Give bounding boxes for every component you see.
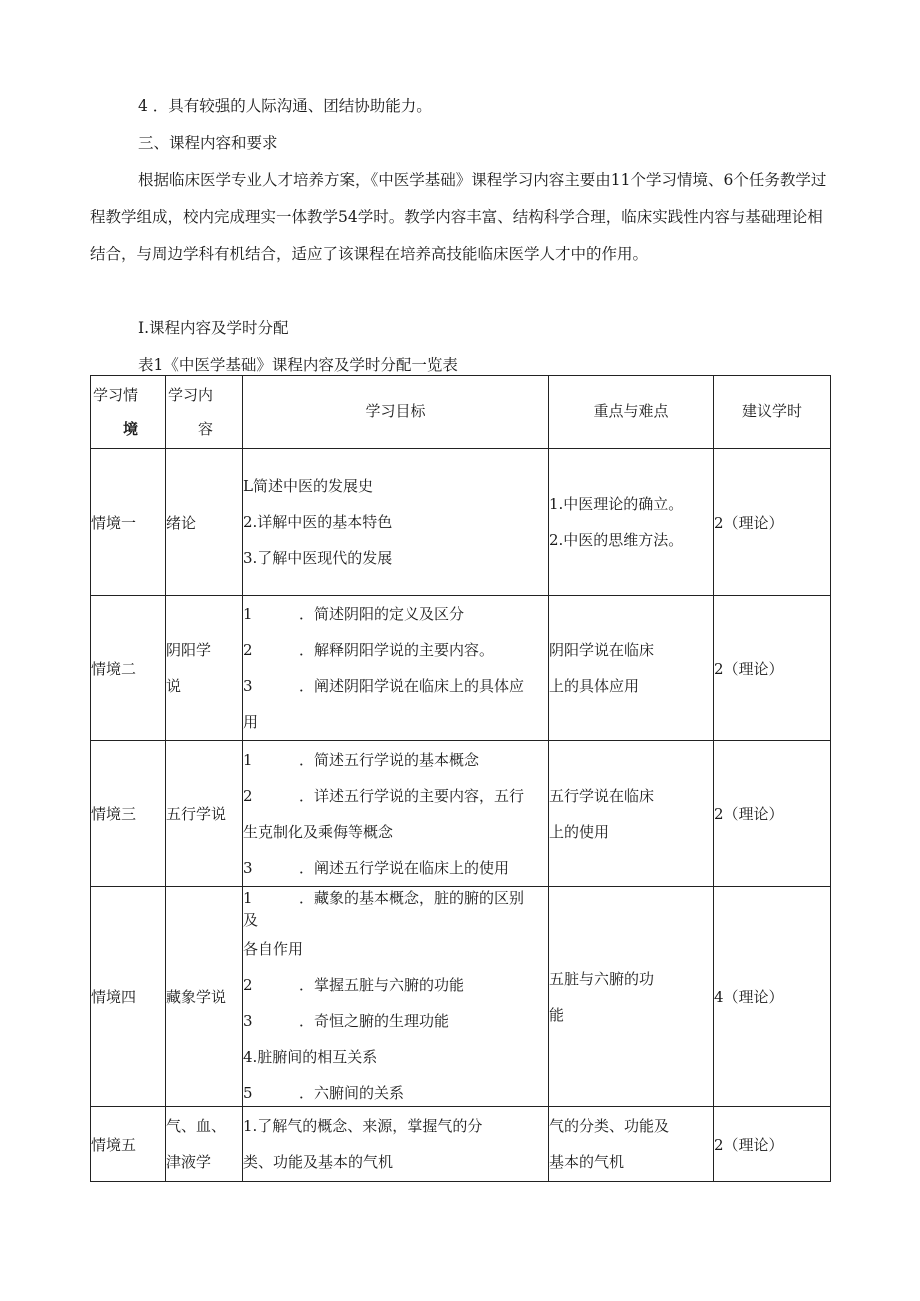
header-objectives: 学习目标 bbox=[243, 376, 549, 449]
objective-number: 1 bbox=[243, 750, 253, 769]
objective-line: 1.了解气的概念、来源，掌握气的分 bbox=[243, 1117, 483, 1135]
content-cell: 绪论 bbox=[166, 449, 243, 596]
header-content-line2: 容 bbox=[198, 420, 214, 438]
objective-line bbox=[243, 742, 548, 778]
key-points-cell bbox=[549, 741, 714, 887]
objective-text: ．掌握五脏与六腑的功能 bbox=[299, 976, 465, 994]
situation-cell: 情境一 bbox=[91, 449, 166, 596]
content-line: 津液学 bbox=[166, 1153, 212, 1171]
objective-line bbox=[243, 632, 548, 668]
objective-line bbox=[243, 850, 548, 886]
table-row bbox=[91, 741, 831, 887]
header-content-line1: 学习内 bbox=[168, 386, 214, 404]
objective-line: 4.脏腑间的相互关系 bbox=[243, 1048, 378, 1066]
key-points-cell bbox=[549, 449, 714, 596]
objectives-cell bbox=[243, 596, 549, 741]
situation-cell: 情境五 bbox=[91, 1107, 166, 1182]
key-points-cell bbox=[549, 596, 714, 741]
objective-number: 2 bbox=[243, 786, 253, 805]
objective-text: ．六腑间的关系 bbox=[299, 1084, 405, 1102]
objectives-cell bbox=[243, 887, 549, 1107]
objective-line: 类、功能及基本的气机 bbox=[243, 1153, 394, 1171]
section-title: 三、课程内容和要求 bbox=[138, 134, 278, 152]
objective-line: 各自作用 bbox=[243, 940, 304, 958]
hours-cell: 4（理论） bbox=[714, 887, 831, 1107]
situation-cell: 情境二 bbox=[91, 596, 166, 741]
objective-line: 3.了解中医现代的发展 bbox=[243, 549, 393, 567]
key-point-line: 上的具体应用 bbox=[549, 677, 640, 695]
objectives-cell bbox=[243, 1107, 549, 1182]
key-points-cell bbox=[549, 1107, 714, 1182]
table-row bbox=[91, 1107, 831, 1182]
body-paragraph: 根据临床医学专业人才培养方案，《中医学基础》课程学习内容主要由11个学习情境、6个任务教学过程教学组成，校内完成理实一体教学54学时。教学内容丰富、结构科学合理，临床实践性内容与基础理论相结合，与周边学科有机结合，适应了该课程在培养高技能临床医学人才中的作用。 bbox=[90, 171, 827, 263]
hours-cell: 2（理论） bbox=[714, 596, 831, 741]
objective-number: 3 bbox=[243, 677, 253, 695]
key-point-line: 阴阳学说在临床 bbox=[549, 641, 655, 659]
key-point-line: 2.中医的思维方法。 bbox=[549, 531, 684, 549]
objective-number: 2 bbox=[243, 976, 253, 994]
objective-line: 用 bbox=[243, 713, 259, 731]
key-point-line: 基本的气机 bbox=[549, 1153, 625, 1171]
list-item-4: 4 ．具有较强的人际沟通、团结协助能力。 bbox=[138, 97, 432, 115]
header-content bbox=[166, 376, 243, 449]
subsection-title: I.课程内容及学时分配 bbox=[138, 319, 289, 337]
objective-text: ．藏象的基本概念，脏的腑的区别 bbox=[299, 889, 525, 907]
content-cell bbox=[166, 596, 243, 741]
objective-text: ．简述阴阳的定义及区分 bbox=[299, 605, 465, 623]
hours-cell: 2（理论） bbox=[714, 1107, 831, 1182]
key-point-line: 五脏与六腑的功 bbox=[549, 969, 655, 988]
content-cell: 五行学说 bbox=[166, 741, 243, 887]
objective-line bbox=[243, 1003, 548, 1039]
hours-cell: 2（理论） bbox=[714, 741, 831, 887]
situation-cell: 情境三 bbox=[91, 741, 166, 887]
objectives-cell bbox=[243, 741, 549, 887]
objective-line bbox=[243, 596, 548, 632]
header-situation-line2: 境 bbox=[123, 420, 139, 438]
header-situation-line1: 学习情 bbox=[93, 386, 139, 404]
objective-number: 5 bbox=[243, 1084, 253, 1102]
objective-text: ．阐述五行学说在临床上的使用 bbox=[299, 858, 510, 877]
objective-text: ．解释阴阳学说的主要内容。 bbox=[299, 641, 495, 659]
objective-number: 3 bbox=[243, 1012, 253, 1030]
content-line: 说 bbox=[166, 677, 182, 695]
objective-line: L简述中医的发展史 bbox=[243, 477, 373, 495]
course-content-table bbox=[90, 375, 831, 1182]
key-point-line: 上的使用 bbox=[549, 822, 610, 841]
key-point-line: 1.中医理论的确立。 bbox=[549, 495, 684, 513]
objective-number: 3 bbox=[243, 858, 253, 877]
objective-text: ．奇恒之腑的生理功能 bbox=[299, 1012, 450, 1030]
objective-line-cut bbox=[243, 1075, 548, 1105]
table-row bbox=[91, 596, 831, 741]
key-point-line: 五行学说在临床 bbox=[549, 786, 655, 805]
content-line: 气、血、 bbox=[166, 1117, 227, 1135]
objective-text: ．详述五行学说的主要内容，五行 bbox=[299, 786, 525, 805]
content-cell: 藏象学说 bbox=[166, 887, 243, 1107]
objective-line bbox=[243, 668, 548, 704]
objective-line: 及 bbox=[243, 911, 259, 929]
table-row bbox=[91, 887, 831, 1107]
content-cell bbox=[166, 1107, 243, 1182]
situation-cell: 情境四 bbox=[91, 887, 166, 1107]
objectives-cell bbox=[243, 449, 549, 596]
key-point-line: 气的分类、功能及 bbox=[549, 1117, 670, 1135]
table-row bbox=[91, 449, 831, 596]
header-hours: 建议学时 bbox=[714, 376, 831, 449]
header-situation bbox=[91, 376, 166, 449]
objective-number: 1 bbox=[243, 605, 253, 623]
hours-cell: 2（理论） bbox=[714, 449, 831, 596]
objective-line bbox=[243, 887, 548, 909]
table-header-row bbox=[91, 376, 831, 449]
objective-text: ．阐述阴阳学说在临床上的具体应 bbox=[299, 677, 525, 695]
objective-line: 2.详解中医的基本特色 bbox=[243, 513, 393, 531]
table-caption: 表1《中医学基础》课程内容及学时分配一览表 bbox=[138, 356, 458, 374]
key-point-line: 能 bbox=[549, 1005, 565, 1024]
objective-number: 2 bbox=[243, 641, 253, 659]
objective-text: ．简述五行学说的基本概念 bbox=[299, 750, 480, 769]
content-line: 阴阳学 bbox=[166, 641, 212, 659]
header-key-points: 重点与难点 bbox=[549, 376, 714, 449]
objective-line bbox=[243, 778, 548, 814]
key-points-cell bbox=[549, 887, 714, 1107]
objective-line: 生克制化及乘侮等概念 bbox=[243, 822, 394, 841]
objective-number: 1 bbox=[243, 889, 253, 907]
objective-line bbox=[243, 967, 548, 1003]
